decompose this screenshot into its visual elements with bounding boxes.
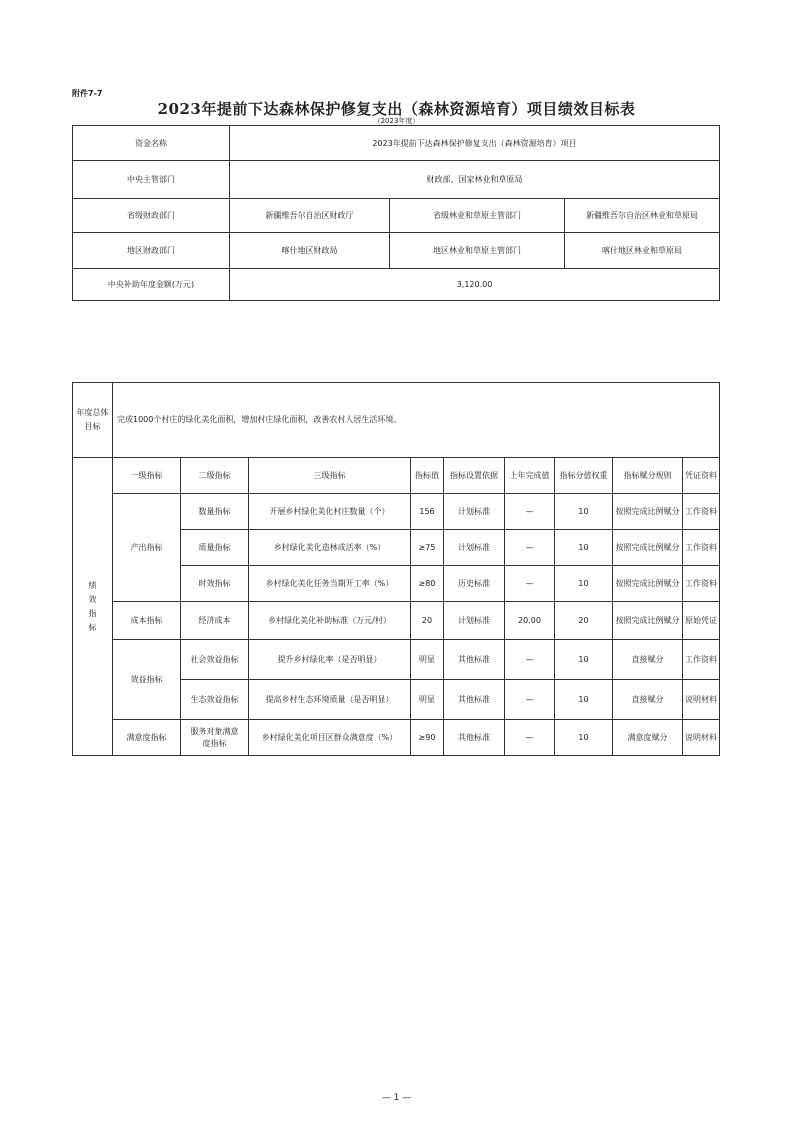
prov-row — [73, 199, 720, 233]
row-basis: 计划标准 — [444, 602, 505, 640]
row-rule: 直接赋分 — [613, 640, 683, 680]
fund-name-label: 资金名称 — [73, 126, 230, 161]
row-basis: 历史标准 — [444, 566, 505, 602]
row-weight: 10 — [555, 566, 613, 602]
header-last: 上年完成值 — [505, 458, 555, 494]
row-weight: 10 — [555, 530, 613, 566]
row-value: ≥80 — [411, 566, 444, 602]
amount-row — [73, 269, 720, 301]
row-basis: 计划标准 — [444, 530, 505, 566]
row-rule: 按照完成比例赋分 — [613, 494, 683, 530]
row-rule: 按照完成比例赋分 — [613, 566, 683, 602]
row-doc: 工作资料 — [683, 640, 720, 680]
central-dept-value: 财政部、国家林业和草原局 — [230, 161, 720, 199]
row-value: ≥90 — [411, 720, 444, 756]
page-number: — 1 — — [381, 1093, 412, 1103]
row-value: ≥75 — [411, 530, 444, 566]
local-row — [73, 233, 720, 269]
amount-label: 中央补助年度金额(万元) — [73, 269, 230, 301]
row-value: 明显 — [411, 640, 444, 680]
row-level2: 服务对象满意度指标 — [181, 720, 249, 756]
local-dept-label: 地区林业和草原主管部门 — [390, 233, 565, 269]
header-level1: 一级指标 — [113, 458, 181, 494]
prov-dept-value: 新疆维吾尔自治区林业和草原局 — [565, 199, 720, 233]
header-level3: 三级指标 — [249, 458, 411, 494]
group-cost: 成本指标 — [113, 602, 181, 640]
header-level2: 二级指标 — [181, 458, 249, 494]
header-row — [73, 458, 720, 494]
group-output: 产出指标 — [113, 494, 181, 602]
prov-fin-value: 新疆维吾尔自治区财政厅 — [230, 199, 390, 233]
local-dept-value: 喀什地区林业和草原局 — [565, 233, 720, 269]
header-value: 指标值 — [411, 458, 444, 494]
row-basis: 其他标准 — [444, 640, 505, 680]
goal-label: 年度总体目标 — [73, 383, 113, 458]
row-last: — — [505, 680, 555, 720]
row-level3: 乡村绿化美化补助标准（万元/村） — [249, 602, 411, 640]
year-note: （2023年度） — [373, 117, 420, 125]
row-doc: 说明材料 — [683, 720, 720, 756]
row-basis: 其他标准 — [444, 720, 505, 756]
row-last: 20.00 — [505, 602, 555, 640]
amount-value: 3,120.00 — [230, 269, 720, 301]
row-rule: 满意度赋分 — [613, 720, 683, 756]
row-value: 明显 — [411, 680, 444, 720]
row-doc: 工作资料 — [683, 566, 720, 602]
central-dept-row — [73, 161, 720, 199]
row-last: — — [505, 640, 555, 680]
row-doc: 工作资料 — [683, 494, 720, 530]
row-doc: 工作资料 — [683, 530, 720, 566]
table-row — [73, 720, 720, 756]
central-dept-label: 中央主管部门 — [73, 161, 230, 199]
row-level2: 经济成本 — [181, 602, 249, 640]
goal-value: 完成1000个村庄的绿化美化面积，增加村庄绿化面积，改善农村人居生活环境。 — [113, 383, 720, 458]
row-weight: 10 — [555, 494, 613, 530]
header-weight: 指标分值权重 — [555, 458, 613, 494]
row-last: — — [505, 720, 555, 756]
info-table — [72, 125, 720, 301]
row-level2: 质量指标 — [181, 530, 249, 566]
row-weight: 10 — [555, 720, 613, 756]
table-row — [73, 602, 720, 640]
table-row — [73, 494, 720, 530]
header-doc: 凭证资料 — [683, 458, 720, 494]
local-fin-value: 喀什地区财政局 — [230, 233, 390, 269]
row-level3: 乡村绿化美化造林成活率（%） — [249, 530, 411, 566]
row-weight: 20 — [555, 602, 613, 640]
row-level3: 提高乡村生态环境质量（是否明显） — [249, 680, 411, 720]
row-last: — — [505, 494, 555, 530]
row-level2: 时效指标 — [181, 566, 249, 602]
group-benefit: 效益指标 — [113, 640, 181, 720]
row-level2: 社会效益指标 — [181, 640, 249, 680]
row-last: — — [505, 566, 555, 602]
local-fin-label: 地区财政部门 — [73, 233, 230, 269]
prov-fin-label: 省级财政部门 — [73, 199, 230, 233]
header-rule: 指标赋分规则 — [613, 458, 683, 494]
row-level2: 生态效益指标 — [181, 680, 249, 720]
row-basis: 计划标准 — [444, 494, 505, 530]
row-value: 156 — [411, 494, 444, 530]
row-doc: 说明材料 — [683, 680, 720, 720]
fund-name-value: 2023年提前下达森林保护修复支出（森林资源培育）项目 — [230, 126, 720, 161]
row-weight: 10 — [555, 680, 613, 720]
row-rule: 按照完成比例赋分 — [613, 530, 683, 566]
row-level2: 数量指标 — [181, 494, 249, 530]
row-level3: 开展乡村绿化美化村庄数量（个） — [249, 494, 411, 530]
header-basis: 指标设置依据 — [444, 458, 505, 494]
prov-dept-label: 省级林业和草原主管部门 — [390, 199, 565, 233]
fund-name-row — [73, 126, 720, 161]
row-basis: 其他标准 — [444, 680, 505, 720]
performance-table — [72, 382, 720, 756]
row-level3: 提升乡村绿化率（是否明显） — [249, 640, 411, 680]
row-weight: 10 — [555, 640, 613, 680]
attachment-label: 附件7-7 — [72, 89, 103, 98]
goal-row — [73, 383, 720, 458]
table-row — [73, 640, 720, 680]
row-last: — — [505, 530, 555, 566]
perf-section-label: 绩效指标 — [73, 458, 113, 756]
row-level3: 乡村绿化美化项目区群众满意度（%） — [249, 720, 411, 756]
row-rule: 直接赋分 — [613, 680, 683, 720]
row-doc: 原始凭证 — [683, 602, 720, 640]
row-level3: 乡村绿化美化任务当期开工率（%） — [249, 566, 411, 602]
group-satisfaction: 满意度指标 — [113, 720, 181, 756]
page-title: 2023年提前下达森林保护修复支出（森林资源培育）项目绩效目标表 — [157, 100, 636, 118]
row-rule: 按照完成比例赋分 — [613, 602, 683, 640]
row-value: 20 — [411, 602, 444, 640]
